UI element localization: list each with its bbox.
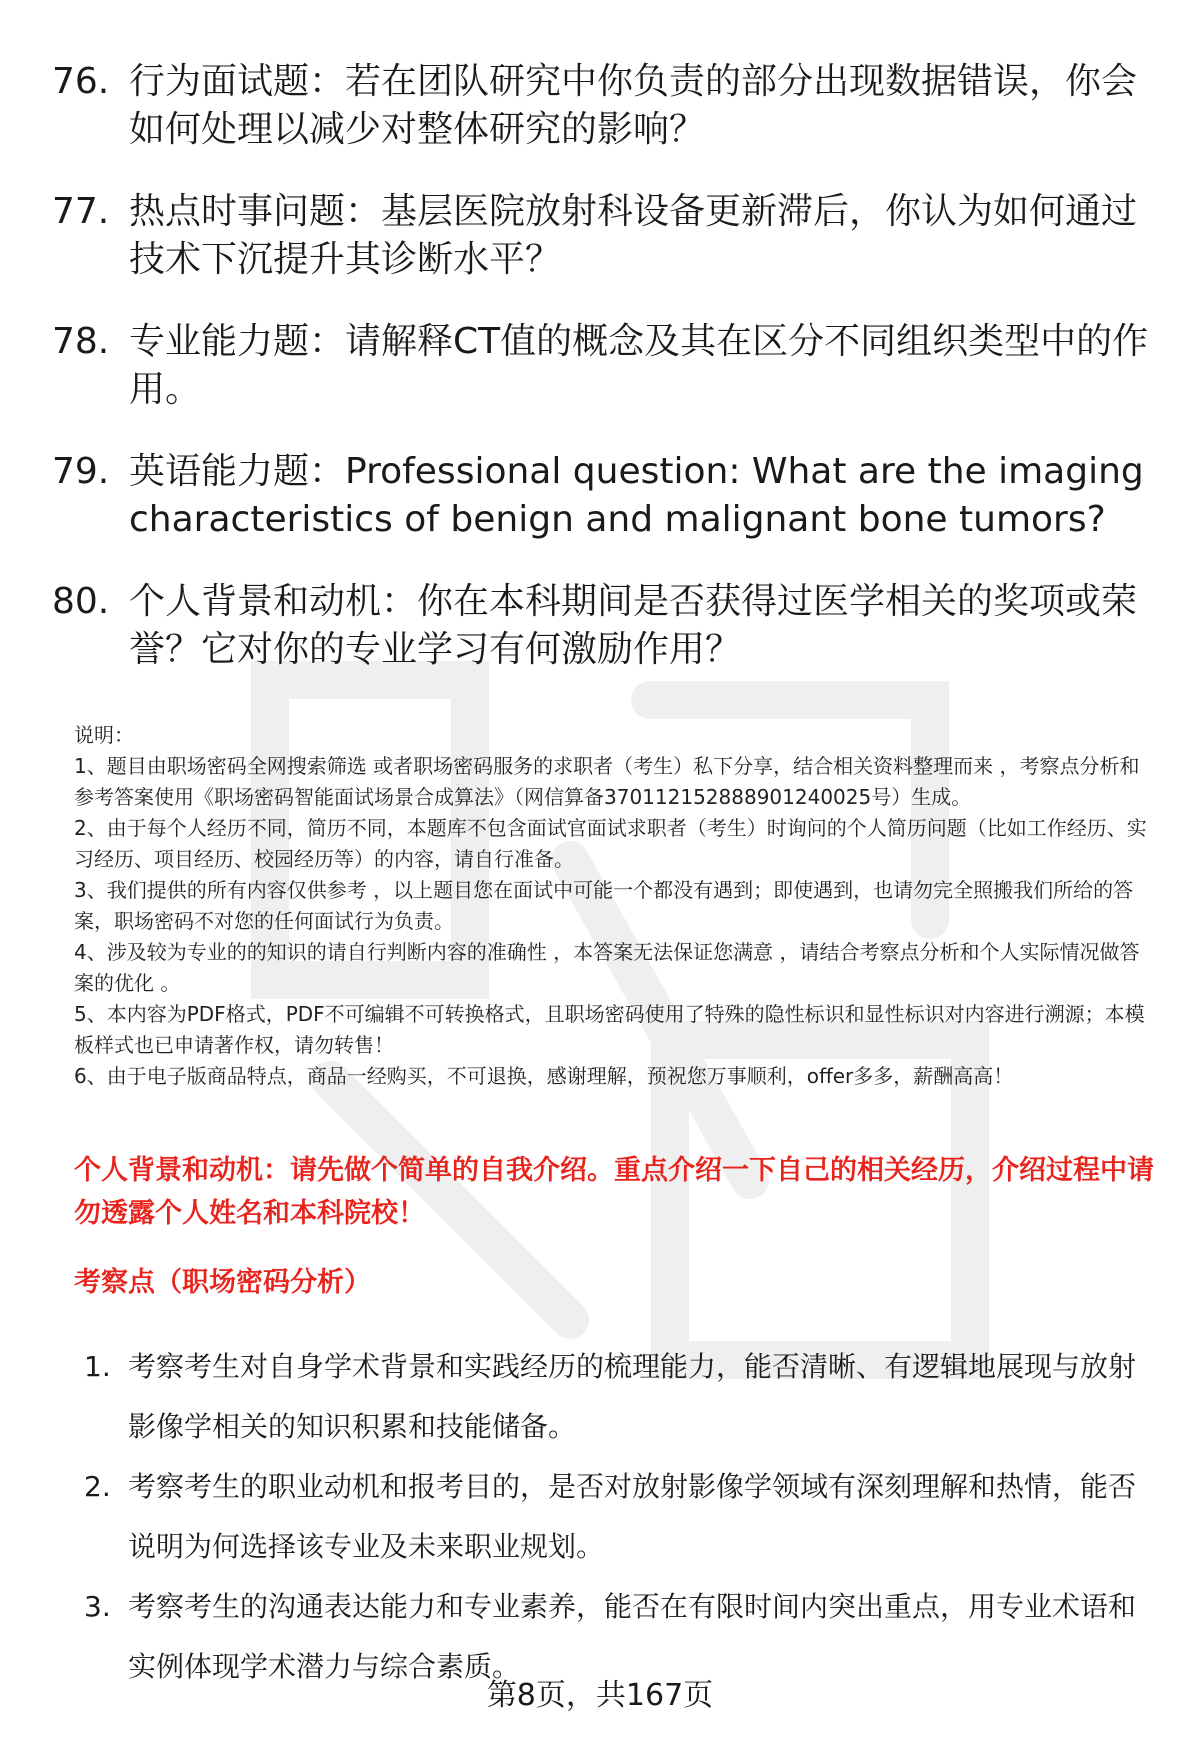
question-number: 78.	[52, 321, 110, 362]
question-text: 专业能力题：请解释CT值的概念及其在区分不同组织类型中的作用。	[129, 321, 1149, 410]
point-number: 3.	[84, 1590, 111, 1623]
note-item: 2、由于每个人经历不同，简历不同，本题库不包含面试官面试求职者（考生）时询问的个人简历问题（比如工作经历、实习经历、项目经历、校园经历等）的内容，请自行准备。	[74, 816, 1147, 871]
question-item	[52, 448, 1152, 544]
question-number: 79.	[52, 451, 110, 492]
question-number: 80.	[52, 581, 110, 622]
point-text: 考察考生对自身学术背景和实践经历的梳理能力，能否清晰、有逻辑地展现与放射影像学相关的知识积累和技能储备。	[128, 1350, 1137, 1443]
notes-heading: 说明：	[74, 723, 134, 747]
question-number: 76.	[52, 61, 110, 102]
assessment-point	[84, 1337, 1154, 1457]
question-text: 英语能力题：Professional question: What are the imaging characteristics of benign and malignant bone tumors?	[129, 451, 1144, 540]
question-item	[52, 578, 1152, 674]
question-item	[52, 188, 1152, 284]
question-text: 个人背景和动机：你在本科期间是否获得过医学相关的奖项或荣誉？它对你的专业学习有何激励作用？	[129, 581, 1138, 670]
section-title: 考察点（职场密码分析）	[74, 1267, 371, 1298]
assessment-points	[84, 1337, 1154, 1697]
note-item: 6、由于电子版商品特点，商品一经购买，不可退换，感谢理解，预祝您万事顺利，offer多多，薪酬高高！	[74, 1064, 1014, 1088]
disclaimer-notes	[74, 720, 1159, 1092]
question-number: 77.	[52, 191, 110, 232]
note-item: 5、本内容为PDF格式，PDF不可编辑不可转换格式，且职场密码使用了特殊的隐性标识和显性标识对内容进行溯源；本模板样式也已申请著作权，请勿转售！	[74, 1002, 1145, 1057]
point-text: 考察考生的沟通表达能力和专业素养，能否在有限时间内突出重点，用专业术语和实例体现学术潜力与综合素质。	[128, 1590, 1137, 1683]
highlighted-question: 个人背景和动机：请先做个简单的自我介绍。重点介绍一下自己的相关经历，介绍过程中请勿透露个人姓名和本科院校！	[74, 1155, 1154, 1229]
note-item: 3、我们提供的所有内容仅供参考 ，以上题目您在面试中可能一个都没有遇到；即使遇到，也请勿完全照搬我们所给的答案，职场密码不对您的任何面试行为负责。	[74, 878, 1134, 933]
question-list	[52, 58, 1152, 708]
note-item: 4、涉及较为专业的的知识的请自行判断内容的准确性 ，本答案无法保证您满意 ，请结合考察点分析和个人实际情况做答案的优化 。	[74, 940, 1140, 995]
point-number: 1.	[84, 1350, 111, 1383]
question-text: 行为面试题：若在团队研究中你负责的部分出现数据错误，你会如何处理以减少对整体研究的影响？	[129, 61, 1138, 150]
page-footer: 第8页，共167页	[486, 1678, 714, 1713]
assessment-point	[84, 1457, 1154, 1577]
question-item	[52, 58, 1152, 154]
question-text: 热点时事问题：基层医院放射科设备更新滞后，你认为如何通过技术下沉提升其诊断水平？	[129, 191, 1138, 280]
note-item: 1、题目由职场密码全网搜索筛选 或者职场密码服务的求职者（考生）私下分享，结合相关资料整理而来 ，考察点分析和参考答案使用《职场密码智能面试场景合成算法》（网信算备370112152888901240025号）生成。	[74, 754, 1140, 809]
point-text: 考察考生的职业动机和报考目的，是否对放射影像学领域有深刻理解和热情，能否说明为何选择该专业及未来职业规划。	[128, 1470, 1137, 1563]
question-item	[52, 318, 1152, 414]
point-number: 2.	[84, 1470, 111, 1503]
